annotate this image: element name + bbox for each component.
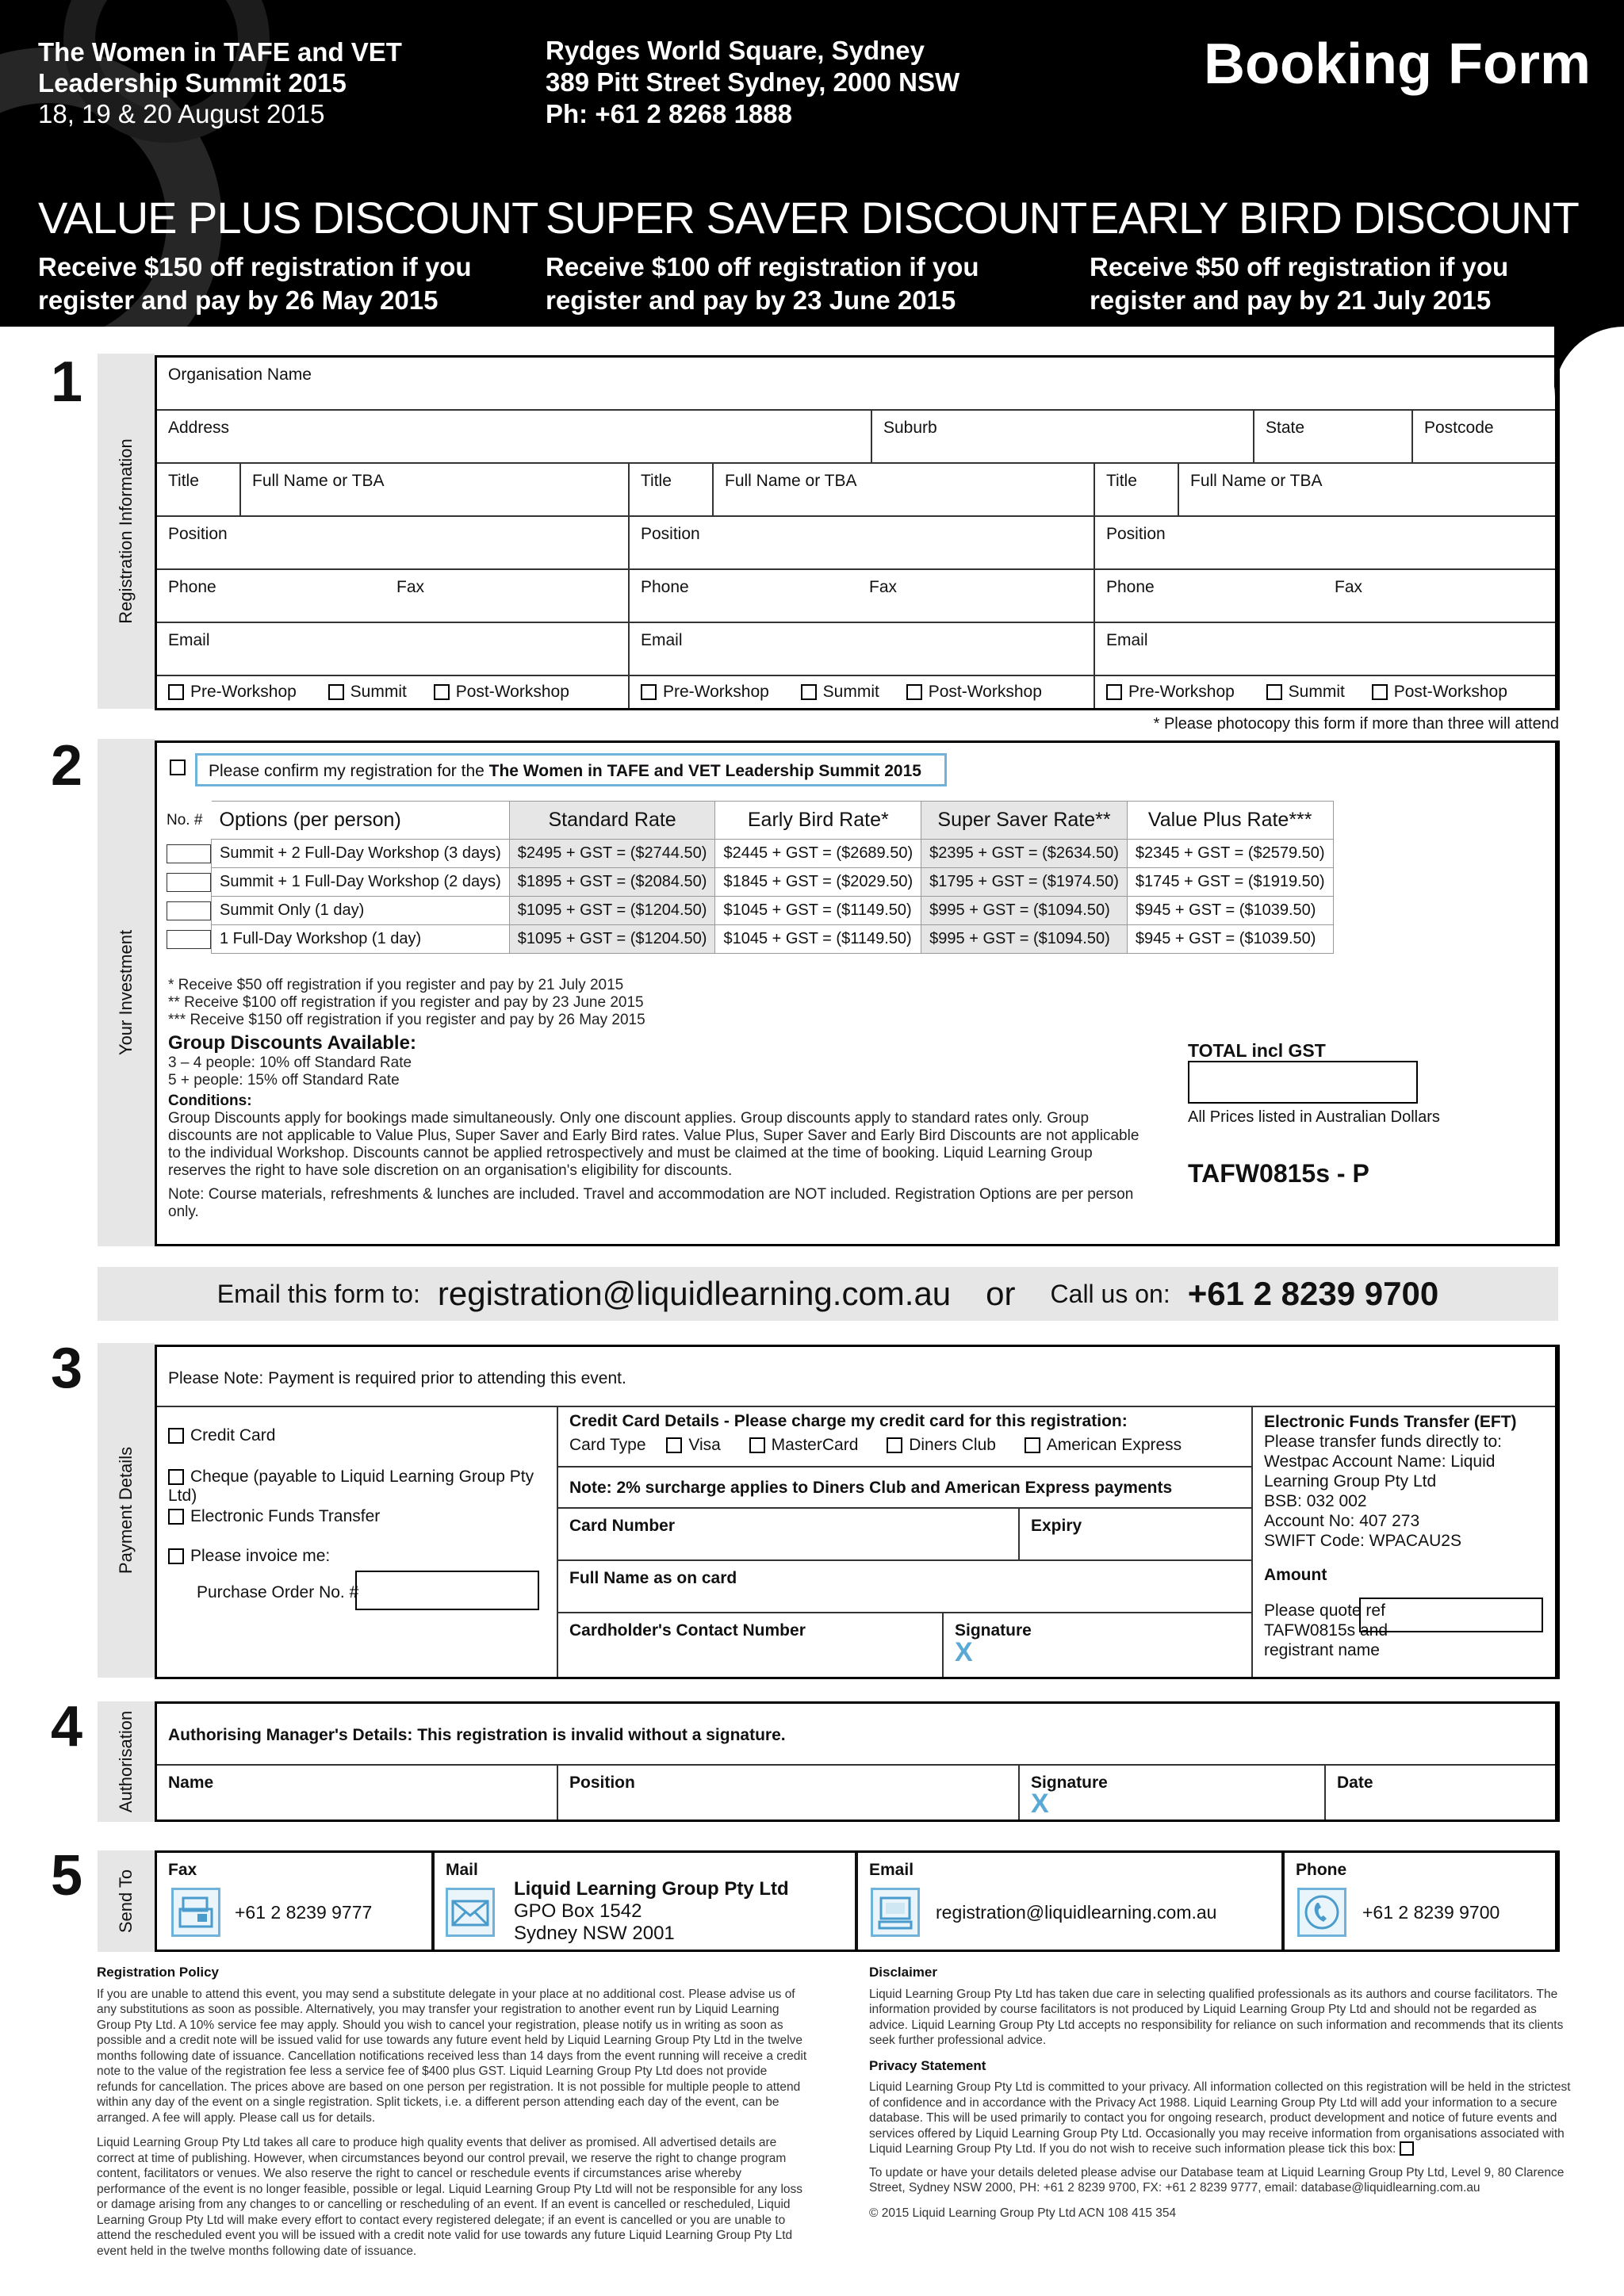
confirm-event-name: The Women in TAFE and VET Leadership Summit 2015 [488,762,921,780]
eft-details [1253,1407,1555,1677]
card-number-label: Card Number [569,1517,676,1535]
card-type-label: Card Type [569,1436,646,1454]
discount-desc: Receive $50 off registration if you register and pay by 21 July 2015 [1090,252,1509,315]
position-label: Position [641,525,700,543]
eft-swift: SWIFT Code: WPACAU2S [1264,1532,1461,1550]
cheque-label: Cheque (payable to Liquid Learning Group Pty Ltd) [168,1468,534,1505]
amount-label: Amount [1264,1566,1327,1584]
disclaimer-privacy [869,1965,1575,2221]
name-on-card-label: Full Name as on card [569,1569,737,1587]
credit-card-label: Credit Card [190,1426,276,1445]
delegate2-title-field[interactable] [630,464,714,517]
super-saver-rate: $995 + GST = ($1094.50) [921,897,1128,925]
email-label: Email [1106,631,1148,649]
event-info [38,36,402,129]
quantity-box[interactable] [162,897,212,925]
email-label: Email [641,631,683,649]
discount-value-plus [38,193,546,317]
discount-desc: Receive $150 off registration if you register and pay by 26 May 2015 [38,252,472,315]
venue-name: Rydges World Square, Sydney [546,36,925,65]
section-number: 1 [51,350,83,414]
send-fax [157,1853,435,1950]
pre-workshop-checkbox[interactable] [641,684,657,700]
value-plus-rate: $2345 + GST = ($2579.50) [1127,840,1333,868]
cardholder-contact-field[interactable] [558,1613,944,1677]
super-saver-rate: $2395 + GST = ($2634.50) [921,840,1128,868]
computer-icon [871,1888,920,1937]
section-tab [98,354,155,709]
email-form-label: Email this form to: [216,1279,420,1308]
postcode-field[interactable] [1413,411,1555,464]
fax-label: Fax [1335,578,1363,596]
policy-title: Registration Policy [97,1965,219,1980]
eft-instructions: Please transfer funds directly to: Westpac Account Name: Liquid Learning Group Pty Ltd [1264,1433,1502,1490]
purchase-order-label: Purchase Order No. # [197,1583,359,1601]
mail-icon [446,1888,495,1937]
pre-workshop-checkbox[interactable] [1106,684,1122,700]
mail-address [514,1878,789,1945]
standard-rate: $1895 + GST = ($2084.50) [509,868,715,897]
photocopy-note: * Please photocopy this form if more than three will attend [1153,715,1559,733]
position-label: Position [569,1774,635,1792]
state-field[interactable] [1254,411,1413,464]
eft-option[interactable] [168,1507,380,1526]
delegate1-name-field[interactable] [241,464,630,517]
auth-signature-field[interactable] [1020,1766,1326,1820]
early-bird-rate: $1045 + GST = ($1149.50) [715,925,921,954]
send-mail [435,1853,858,1950]
summit-label: Summit [350,683,407,701]
group-discount-2: 5 + people: 15% off Standard Rate [168,1072,400,1089]
summit-checkbox[interactable] [328,684,344,700]
policy-paragraph-1: If you are unable to attend this event, you may send a substitute delegate in your place at no additional cost. Please advise us of any substitutions as soon as possible. Alternatively, you may transfer your registration to another event run by Liquid Learning Group Pty Ltd. A 10% service fee may apply. Should you wish to cancel your registration, please notify us in writing as soon as possible and a credit note will be issued valid for use towards any future event held by Liquid Learning Group Pty Ltd in the twelve months following date of issuance. Cancellation notifications received less than 14 days from the event running will receive a credit note to the value of the registration fee less a service fee of $400 plus GST. Liquid Learning Group Pty Ltd does not provide refunds for cancellation. The prices above are based on one person per registration. It is not possible for multiple people to attend within any day of the event on a single registration. Split tickets, i.e. a different person attending each day of the event, can be arranged. A fee will apply. Please call us for details. [97,1987,807,2125]
expiry-label: Expiry [1031,1517,1082,1535]
visa-label: Visa [688,1436,721,1454]
venue-phone: Ph: +61 2 8268 1888 [546,99,792,128]
full-name-label: Full Name or TBA [1190,472,1323,490]
quantity-box[interactable] [162,925,212,954]
phone-label: Phone [168,578,216,596]
privacy-title: Privacy Statement [869,2057,986,2073]
visa-checkbox[interactable] [666,1437,682,1453]
header-super-saver: Super Saver Rate** [921,802,1128,840]
event-name-line1: The Women in TAFE and VET [38,37,402,67]
quantity-box[interactable] [162,868,212,897]
super-saver-rate: $1795 + GST = ($1974.50) [921,868,1128,897]
registration-policy [97,1965,807,2259]
org-name-field[interactable] [157,358,1555,411]
payment-note [157,1347,1555,1407]
delegate1-email-field[interactable] [157,623,630,676]
delegate3-title-field[interactable] [1095,464,1179,517]
date-label: Date [1337,1774,1373,1792]
fax-icon [171,1888,220,1937]
diners-checkbox[interactable] [887,1437,902,1453]
amex-label: American Express [1046,1436,1182,1454]
delegate3-sessions [1095,676,1555,708]
section-number: 3 [51,1337,83,1400]
phone-label: Phone [641,578,689,596]
authorisation-title [157,1704,1555,1766]
email-label: Email [869,1861,914,1879]
send-phone [1285,1853,1555,1950]
purchase-order-input[interactable] [355,1571,539,1610]
booking-code: TAFW0815s - P [1188,1159,1369,1188]
delegate2-name-field[interactable] [714,464,1095,517]
phone-label: Phone [1106,578,1155,596]
rate-row [162,868,1333,897]
fax-label: Fax [168,1861,197,1879]
quote-ref-note: Please quote ref TAFW0815s and registrant name [1264,1601,1388,1659]
send-email [858,1853,1285,1950]
option-label: 1 Full-Day Workshop (1 day) [212,925,510,954]
signature-label: Signature [1031,1774,1108,1792]
event-name-line2: Leadership Summit 2015 [38,68,347,98]
title-label: Title [641,472,672,490]
pre-workshop-checkbox[interactable] [168,684,184,700]
disclaimer-text: Liquid Learning Group Pty Ltd has taken due care in selecting qualified professionals as its authors and course facilitators. The information provided by course facilitators is not produced by Liquid Learning Group Pty Ltd and should not be regarded as advice. Liquid Learning Group Pty Ltd accepts no responsibility for reliance on such information and recommends that its clients seek further professional advice. [869,1987,1564,2047]
delegate2-sessions [630,676,1095,708]
footnote-super-saver: ** Receive $100 off registration if you register and pay by 23 June 2015 [168,994,644,1011]
amount-input[interactable] [1359,1598,1543,1632]
invoice-label: Please invoice me: [190,1547,331,1565]
header-banner [0,0,1624,327]
delegate3-phone-fax-field[interactable] [1095,570,1555,623]
header-standard: Standard Rate [509,802,715,840]
discount-title: VALUE PLUS DISCOUNT [38,193,538,243]
footnote-value-plus: *** Receive $150 off registration if you register and pay by 26 May 2015 [168,1012,645,1028]
contact-bar [98,1267,1558,1321]
event-dates: 18, 19 & 20 August 2015 [38,99,325,128]
conditions-title: Conditions: [168,1093,252,1109]
header-options: Options (per person) [212,802,510,840]
call-us-label: Call us on: [1050,1279,1170,1308]
value-plus-rate: $1745 + GST = ($1919.50) [1127,868,1333,897]
postcode-label: Postcode [1424,419,1494,437]
section-tab-label: Authorisation [116,1710,136,1813]
invoice-option[interactable] [168,1547,330,1566]
delegate2-email-field[interactable] [630,623,1095,676]
total-input[interactable] [1188,1061,1418,1104]
rates-header-row [162,802,1333,840]
summit-label: Summit [822,683,879,701]
standard-rate: $1095 + GST = ($1204.50) [509,925,715,954]
eft-label: Electronic Funds Transfer [190,1507,381,1525]
name-label: Name [168,1774,214,1792]
fax-number: +61 2 8239 9777 [235,1902,373,1923]
section-tab-label: Payment Details [116,1446,136,1575]
position-label: Position [1106,525,1166,543]
section-tab-label: Your Investment [116,929,136,1056]
fax-label: Fax [869,578,898,596]
post-workshop-label: Post-Workshop [1393,683,1507,701]
rate-row [162,925,1333,954]
conditions-block [168,977,1151,1221]
authorisation-title-text: Authorising Manager's Details: This registration is invalid without a signature. [168,1726,786,1744]
address-field[interactable] [157,411,872,464]
signature-label: Signature [955,1621,1032,1640]
call-phone-number[interactable]: +61 2 8239 9700 [1187,1275,1439,1312]
standard-rate: $1095 + GST = ($1204.50) [509,897,715,925]
delegate1-position-field[interactable] [157,517,630,570]
header-value-plus: Value Plus Rate*** [1127,802,1333,840]
state-label: State [1266,419,1305,437]
address-label: Address [168,419,230,437]
confirm-checkbox-row [170,760,192,776]
amex-checkbox[interactable] [1025,1437,1040,1453]
position-label: Position [168,525,228,543]
discount-desc: Receive $100 off registration if you register and pay by 23 June 2015 [546,252,979,315]
option-label: Summit + 2 Full-Day Workshop (3 days) [212,840,510,868]
diners-label: Diners Club [909,1436,996,1454]
option-label: Summit + 1 Full-Day Workshop (2 days) [212,868,510,897]
section-tab [98,1850,155,1952]
delegate1-sessions [157,676,630,708]
early-bird-rate: $1845 + GST = ($2029.50) [715,868,921,897]
delegate1-phone-fax-field[interactable] [157,570,630,623]
signature-x-mark: X [1031,1789,1049,1819]
header-early-bird: Early Bird Rate* [715,802,921,840]
mail-city: Sydney NSW 2001 [514,1923,675,1944]
auth-date-field[interactable] [1326,1766,1555,1820]
rate-row [162,897,1333,925]
post-workshop-checkbox[interactable] [434,684,450,700]
mastercard-checkbox[interactable] [749,1437,765,1453]
delegate2-position-field[interactable] [630,517,1095,570]
mastercard-label: MasterCard [771,1436,859,1454]
standard-rate: $2495 + GST = ($2744.50) [509,840,715,868]
discount-title: SUPER SAVER DISCOUNT [546,193,1087,243]
title-label: Title [168,472,199,490]
rate-row [162,840,1333,868]
eft-account: Account No: 407 273 [1264,1512,1420,1530]
summit-label: Summit [1288,683,1345,701]
section-number: 5 [51,1844,83,1908]
discount-title: EARLY BIRD DISCOUNT [1090,193,1579,243]
cardholder-contact-label: Cardholder's Contact Number [569,1621,806,1640]
section-number: 2 [51,734,83,798]
delegate3-position-field[interactable] [1095,517,1555,570]
venue-address: 389 Pitt Street Sydney, 2000 NSW [546,67,960,97]
aud-note: All Prices listed in Australian Dollars [1188,1108,1440,1126]
fax-label: Fax [396,578,425,596]
disclaimer-title: Disclaimer [869,1965,937,1980]
quantity-box[interactable] [162,840,212,868]
early-bird-rate: $2445 + GST = ($2689.50) [715,840,921,868]
form-title: Booking Form [1204,33,1591,96]
footnote-early-bird: * Receive $50 off registration if you register and pay by 21 July 2015 [168,977,624,993]
pre-workshop-label: Pre-Workshop [663,683,769,701]
send-phone-number: +61 2 8239 9700 [1362,1902,1500,1923]
credit-card-option[interactable] [168,1426,275,1445]
summit-checkbox[interactable] [1266,684,1282,700]
section-tab [98,739,155,1246]
suburb-field[interactable] [872,411,1254,464]
privacy-opt-out-checkbox[interactable] [1400,2141,1414,2156]
delegate2-phone-fax-field[interactable] [630,570,1095,623]
section-tab-label: Registration Information [116,438,136,624]
confirm-text: Please confirm my registration for the [209,762,489,780]
post-workshop-checkbox[interactable] [1372,684,1388,700]
post-workshop-label: Post-Workshop [928,683,1042,701]
phone-label: Phone [1296,1861,1347,1879]
authorisation-box [155,1701,1560,1822]
privacy-update-text: To update or have your details deleted please advise our Database team at Liquid Learning Group Pty Ltd, Level 9, 80 Clarence Street, Sydney NSW 2000, PH: +61 2 8239 9700, FX: +61 2 8239 9777, email: database@liquidlearning.com.au [869,2165,1565,2195]
cheque-option[interactable] [168,1468,557,1506]
credit-card-type [558,1407,1253,1468]
auth-name-field[interactable] [157,1766,558,1820]
auth-position-field[interactable] [558,1766,1020,1820]
header-corner [1554,327,1624,396]
eft-title: Electronic Funds Transfer (EFT) [1264,1413,1517,1431]
send-to-box [155,1850,1560,1952]
super-saver-rate: $995 + GST = ($1094.50) [921,925,1128,954]
value-plus-rate: $945 + GST = ($1039.50) [1127,897,1333,925]
post-workshop-checkbox[interactable] [906,684,922,700]
surcharge-note: Note: 2% surcharge applies to Diners Club and American Express payments [558,1468,1253,1509]
eft-bsb: BSB: 032 002 [1264,1492,1367,1510]
cc-signature-field[interactable] [944,1613,1253,1677]
post-workshop-label: Post-Workshop [455,683,569,701]
summit-checkbox[interactable] [801,684,817,700]
delegate3-name-field[interactable] [1179,464,1555,517]
signature-x-mark: X [955,1637,973,1667]
policy-paragraph-2: Liquid Learning Group Pty Ltd takes all care to produce high quality events that deliver as promised. All advertised details are correct at time of publishing. However, when circumstances beyond our control prevail, we reserve the right to change program content, facilitators or venues. We also reserve the right to cancel or reschedule events if circumstances arise whereby performance of the event is no longer feasible, possible or legal. Liquid Learning Group Pty Ltd will not be responsible for any loss or damage arising from any changes to or cancelling or rescheduling of an event. If an event is cancelled or rescheduled, Liquid Learning Group Pty Ltd will make every effort to contact every registered delegate; if an event is cancelled or you are unable to attend the rescheduled event you will be issued with a credit note valid for use towards any future Liquid Learning Group Pty Ltd event held in the twelve months following date of issuance. [97,2136,803,2258]
expiry-field[interactable] [1020,1509,1253,1561]
header-no: No. # [167,811,203,828]
rates-table [162,801,1334,954]
registration-email-link[interactable]: registration@liquidlearning.com.au [437,1275,952,1312]
org-name-label: Organisation Name [168,365,312,384]
section-tab [98,1343,155,1678]
delegate1-title-field[interactable] [157,464,241,517]
early-bird-rate: $1045 + GST = ($1149.50) [715,897,921,925]
mail-box: GPO Box 1542 [514,1900,642,1922]
value-plus-rate: $945 + GST = ($1039.50) [1127,925,1333,954]
full-name-label: Full Name or TBA [252,472,385,490]
email-label: Email [168,631,210,649]
conditions-text: Group Discounts apply for bookings made simultaneously. Only one discount applies. Group discounts apply to standard rates only. Group discounts are not applicable to Value Plus, Super Saver and Early Bird rates. Value Plus, Super Saver and Early Bird Discounts are not applicable to the individual Workshop. Discounts cannot be applied retrospectively and must be claimed at the time of booking. Liquid Learning Group reserves the right to have sole discretion on an organisation's eligibility for discounts. [168,1110,1139,1179]
payment-note-text: Please Note: Payment is required prior to attending this event. [168,1369,626,1387]
pre-workshop-label: Pre-Workshop [190,683,297,701]
confirm-registration-box [195,753,947,786]
send-email-address[interactable]: registration@liquidlearning.com.au [936,1902,1217,1923]
suburb-label: Suburb [883,419,937,437]
venue-info [546,35,959,130]
title-label: Title [1106,472,1137,490]
payment-method-options [157,1407,558,1677]
mail-label: Mail [446,1861,478,1879]
discount-super-saver [546,193,1087,317]
phone-icon [1297,1888,1346,1937]
group-discounts-title: Group Discounts Available: [168,1032,416,1054]
pre-workshop-label: Pre-Workshop [1128,683,1235,701]
delegate3-email-field[interactable] [1095,623,1555,676]
total-label: TOTAL incl GST [1188,1040,1326,1061]
mail-company: Liquid Learning Group Pty Ltd [514,1878,789,1900]
full-name-label: Full Name or TBA [725,472,857,490]
privacy-text: Liquid Learning Group Pty Ltd is committed to your privacy. All information collected on this registration will be held in the strictest of confidence and in accordance with the Privacy Act 1988. Liquid Learning Group Pty Ltd will add your information to a secure database. This will be used primarily to contact you for ongoing research, product development and notice of future events and services offered by Liquid Learning Group Pty Ltd. Occasionally you may receive information from organisations associated with Liquid Learning Group Pty Ltd. If you do not wish to receive such information please tick this box: [869,2080,1571,2156]
discount-early-bird [1090,193,1597,317]
copyright: © 2015 Liquid Learning Group Pty Ltd ACN 108 415 354 [869,2206,1177,2220]
card-number-field[interactable] [558,1509,1020,1561]
or-text: or [986,1275,1016,1312]
payment-box [155,1345,1560,1679]
section-number: 4 [51,1695,83,1758]
registration-info-box [155,355,1560,710]
option-label: Summit Only (1 day) [212,897,510,925]
section-tab [98,1701,155,1822]
cc-details-title: Credit Card Details - Please charge my credit card for this registration: [569,1412,1128,1430]
confirm-checkbox[interactable] [170,760,186,775]
name-on-card-field[interactable] [558,1561,1253,1613]
inclusions-note: Note: Course materials, refreshments & lunches are included. Travel and accommodation are NOT included. Registration Options are per person only. [168,1186,1134,1220]
section-tab-label: Send To [116,1869,136,1934]
group-discount-1: 3 – 4 people: 10% off Standard Rate [168,1054,412,1071]
